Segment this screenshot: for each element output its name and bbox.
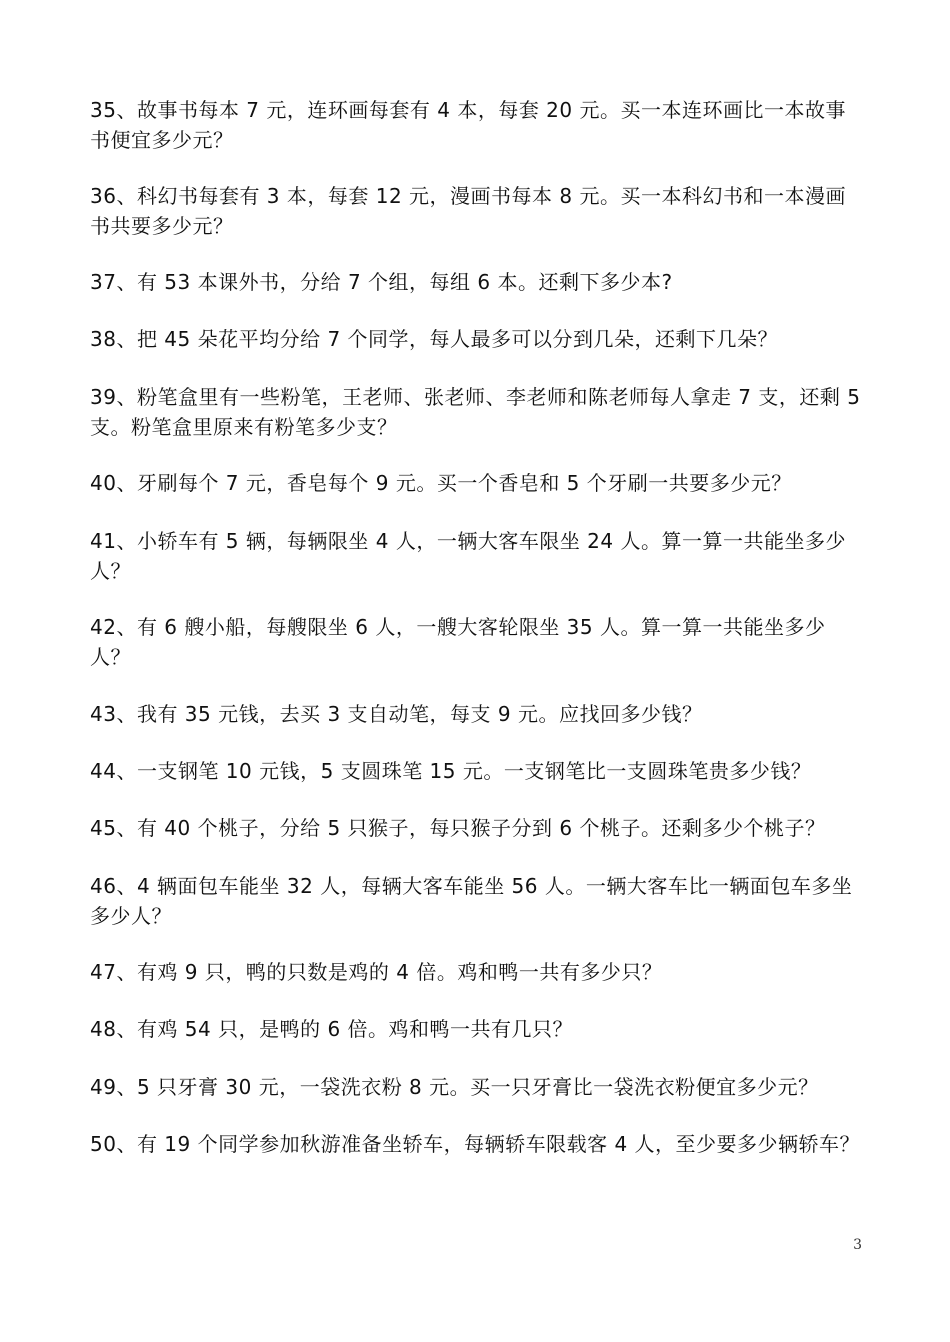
problem-47: 47、有鸡 9 只，鸭的只数是鸡的 4 倍。鸡和鸭一共有多少只？ xyxy=(90,960,663,984)
problem-44: 44、一支钢笔 10 元钱，5 支圆珠笔 15 元。一支钢笔比一支圆珠笔贵多少钱？ xyxy=(90,759,812,783)
problem-50: 50、有 19 个同学参加秋游准备坐轿车，每辆轿车限载客 4 人，至少要多少辆轿车？ xyxy=(90,1132,861,1156)
problem-40: 40、牙刷每个 7 元，香皂每个 9 元。买一个香皂和 5 个牙刷一共要多少元？ xyxy=(90,471,792,495)
problem-48: 48、有鸡 54 只，是鸭的 6 倍。鸡和鸭一共有几只？ xyxy=(90,1017,574,1041)
problem-37: 37、有 53 本课外书，分给 7 个组，每组 6 本。还剩下多少本? xyxy=(90,270,673,294)
problem-49: 49、5 只牙膏 30 元，一袋洗衣粉 8 元。买一只牙膏比一袋洗衣粉便宜多少元？ xyxy=(90,1075,819,1099)
problem-39: 39、粉笔盒里有一些粉笔，王老师、张老师、李老师和陈老师每人拿走 7 支，还剩 5 支。粉笔盒里原来有粉笔多少支？ xyxy=(90,385,861,439)
problem-41: 41、小轿车有 5 辆，每辆限坐 4 人，一辆大客车限坐 24 人。算一算一共能坐多少人？ xyxy=(90,529,846,583)
problem-38: 38、把 45 朵花平均分给 7 个同学，每人最多可以分到几朵，还剩下几朵？ xyxy=(90,327,779,351)
page-number: 3 xyxy=(853,1237,862,1253)
problem-43: 43、我有 35 元钱，去买 3 支自动笔，每支 9 元。应找回多少钱？ xyxy=(90,702,703,726)
problem-45: 45、有 40 个桃子，分给 5 只猴子，每只猴子分到 6 个桃子。还剩多少个桃子？ xyxy=(90,816,826,840)
problem-36: 36、科幻书每套有 3 本，每套 12 元，漫画书每本 8 元。买一本科幻书和一本漫画书共要多少元？ xyxy=(90,184,846,238)
problem-42: 42、有 6 艘小船，每艘限坐 6 人，一艘大客轮限坐 35 人。算一算一共能坐多少人？ xyxy=(90,615,826,669)
problem-35: 35、故事书每本 7 元，连环画每套有 4 本，每套 20 元。买一本连环画比一本故事书便宜多少元？ xyxy=(90,98,846,152)
problem-46: 46、4 辆面包车能坐 32 人，每辆大客车能坐 56 人。一辆大客车比一辆面包车多坐多少人？ xyxy=(90,874,853,928)
